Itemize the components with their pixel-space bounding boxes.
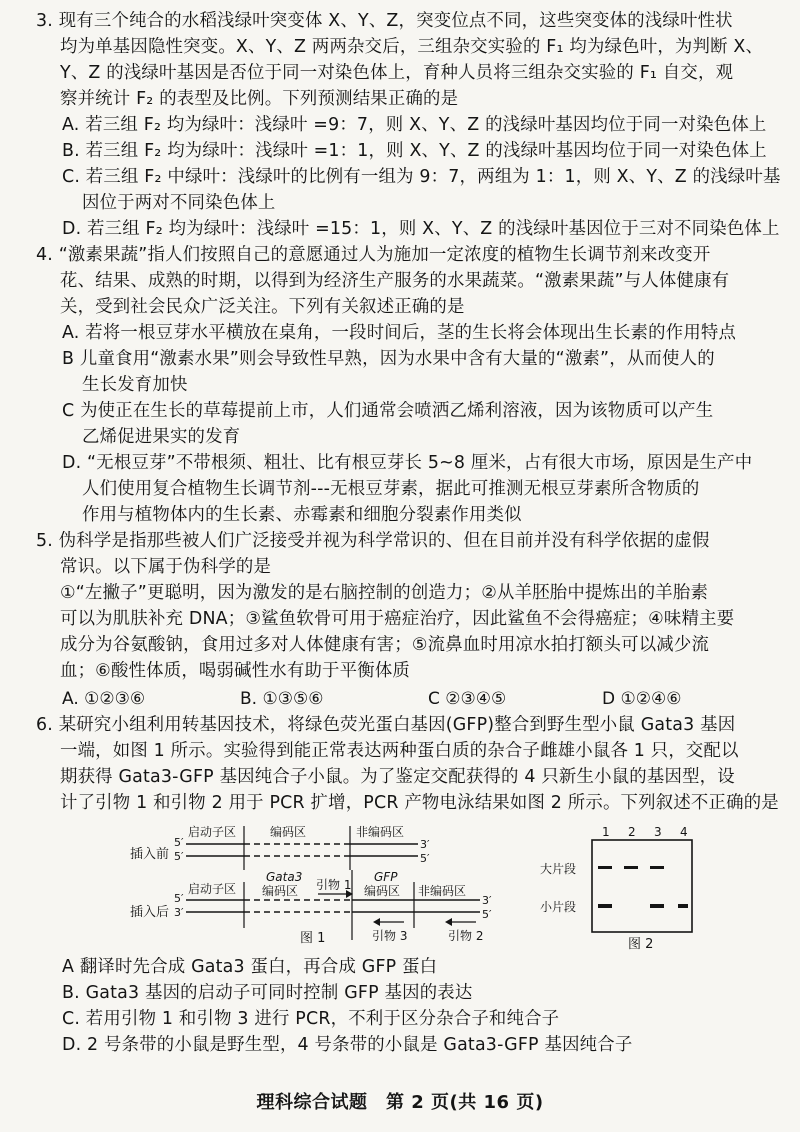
lane-label: 4 [680, 825, 688, 839]
promoter-label: 启动子区 [188, 882, 237, 896]
figure-2 [540, 825, 692, 952]
q4-option-c: C 为使正在生长的草莓提前上市，人们通常会喷洒乙烯利溶液，因为该物质可以产生 [62, 401, 714, 421]
noncoding-label: 非编码区 [418, 884, 467, 898]
figure-1-caption: 图 1 [300, 931, 326, 946]
q3-stem-line: Y、Z 的浅绿叶基因是否位于同一对染色体上，育种人员将三组杂交实验的 F₁ 自交，观 [60, 63, 734, 83]
page-footer: 理科综合试题 第 2 页(共 16 页) [256, 1092, 544, 1113]
prime5-label: 5′ [482, 908, 492, 921]
q5-stem-line: 5. 伪科学是指那些被人们广泛接受并视为科学常识的、但在目前并没有科学依据的虚假 [36, 531, 710, 551]
q4-stem-line: 关，受到社会民众广泛关注。下列有关叙述正确的是 [60, 297, 465, 317]
q5-choice-d: D ①②④⑥ [602, 689, 682, 709]
figure-1 [130, 824, 492, 946]
q4-option-b-cont: 生长发育加快 [82, 375, 188, 395]
small-fragment-label: 小片段 [540, 900, 577, 914]
q6-option-a: A 翻译时先合成 Gata3 蛋白，再合成 GFP 蛋白 [62, 957, 438, 977]
large-fragment-label: 大片段 [540, 862, 577, 876]
gfp-name-label: GFP [374, 870, 398, 884]
after-insert-label: 插入后 [130, 905, 170, 920]
q4-option-d-cont: 作用与植物体内的生长素、赤霉素和细胞分裂素作用类似 [82, 505, 522, 525]
q5-statement-line: 成分为谷氨酸钠，食用过多对人体健康有害；⑤流鼻血时用凉水拍打额头可以减少流 [60, 635, 710, 655]
q5-statement-line: ①“左撇子”更聪明，因为激发的是右脑控制的创造力；②从羊胚胎中提炼出的羊胎素 [60, 583, 709, 603]
prime3-label: 3′ [420, 838, 430, 851]
gata3-coding-label: 编码区 [262, 884, 299, 898]
q6-stem-line: 6. 某研究小组利用转基因技术，将绿色荧光蛋白基因(GFP)整合到野生型小鼠 Gata3 基因 [36, 715, 736, 735]
lane-label: 1 [602, 825, 610, 839]
primer-2-label: 引物 2 [448, 929, 484, 943]
noncoding-label: 非编码区 [356, 825, 405, 839]
primer-3-label: 引物 3 [372, 929, 408, 943]
q4-option-a: A. 若将一根豆芽水平横放在桌角，一段时间后，茎的生长将会体现出生长素的作用特点 [62, 323, 737, 343]
q5-stem-line: 常识。以下属于伪科学的是 [60, 557, 272, 577]
coding-label: 编码区 [270, 825, 307, 839]
q3-option-c: C. 若三组 F₂ 中绿叶：浅绿叶的比例有一组为 9：7，两组为 1：1，则 X、Y、Z 的浅绿叶基 [62, 167, 781, 187]
gel-band-large [598, 866, 612, 869]
q5-choice-b: B. ①③⑤⑥ [240, 689, 324, 709]
q6-option-b: B. Gata3 基因的启动子可同时控制 GFP 基因的表达 [62, 983, 473, 1003]
q3-option-a: A. 若三组 F₂ 均为绿叶：浅绿叶 =9：7，则 X、Y、Z 的浅绿叶基因均位于同一对染色体上 [62, 115, 767, 135]
q6-stem-line: 期获得 Gata3-GFP 基因纯合子小鼠。为了鉴定交配获得的 4 只新生小鼠的基因型，设 [60, 767, 735, 787]
gata3-name-label: Gata3 [266, 870, 303, 884]
q3-option-d: D. 若三组 F₂ 均为绿叶：浅绿叶 =15：1，则 X、Y、Z 的浅绿叶基因位于三对不同染色体上 [62, 219, 780, 239]
prime5-label: 5′ [174, 892, 184, 905]
q4-option-c-cont: 乙烯促进果实的发育 [82, 427, 241, 447]
figure-2-caption: 图 2 [628, 937, 654, 952]
q5-statement-line: 血；⑥酸性体质，喝弱碱性水有助于平衡体质 [60, 661, 411, 681]
prime5-label: 5′ [174, 850, 184, 863]
q3-stem-line: 察并统计 F₂ 的表型及比例。下列预测结果正确的是 [60, 89, 459, 109]
primer-1-label: 引物 1 [316, 878, 352, 892]
q3-stem-line: 均为单基因隐性突变。X、Y、Z 两两杂交后，三组杂交实验的 F₁ 均为绿色叶，为判断 X、 [60, 37, 764, 57]
q5-choice-a: A. ①②③⑥ [62, 689, 146, 709]
gel-frame [592, 840, 692, 932]
gel-band-small [678, 904, 688, 908]
lane-label: 2 [628, 825, 636, 839]
q4-option-d: D. “无根豆芽”不带根须、粗壮、比有根豆芽长 5~8 厘米，占有很大市场，原因是生产中 [62, 453, 753, 473]
q6-stem-line: 一端，如图 1 所示。实验得到能正常表达两种蛋白质的杂合子雌雄小鼠各 1 只，交配以 [60, 741, 739, 761]
q4-option-b: B 儿童食用“激素水果”则会导致性早熟，因为水果中含有大量的“激素”，从而使人的 [62, 349, 715, 369]
gel-band-small [598, 904, 612, 908]
prime3-label: 3′ [482, 894, 492, 907]
q3-option-c-cont: 因位于两对不同染色体上 [82, 193, 276, 213]
promoter-label: 启动子区 [188, 825, 237, 839]
primer-3-arrowhead [373, 918, 380, 926]
q3-option-b: B. 若三组 F₂ 均为绿叶：浅绿叶 =1：1，则 X、Y、Z 的浅绿叶基因均位于同一对染色体上 [62, 141, 767, 161]
q5-choice-c: C ②③④⑤ [428, 689, 507, 709]
prime3-label: 3′ [174, 906, 184, 919]
prime5-label: 5′ [174, 836, 184, 849]
primer-2-arrowhead [445, 918, 452, 926]
gel-band-large [624, 866, 638, 869]
q6-option-d: D. 2 号条带的小鼠是野生型，4 号条带的小鼠是 Gata3-GFP 基因纯合子 [62, 1035, 633, 1055]
lane-label: 3 [654, 825, 662, 839]
gfp-coding-label: 编码区 [364, 884, 401, 898]
q4-stem-line: 花、结果、成熟的时期，以得到为经济生产服务的水果蔬菜。“激素果蔬”与人体健康有 [60, 271, 730, 291]
q4-option-d-cont: 人们使用复合植物生长调节剂---无根豆芽素，据此可推测无根豆芽素所含物质的 [82, 479, 700, 499]
before-insert-label: 插入前 [130, 847, 170, 862]
q6-option-c: C. 若用引物 1 和引物 3 进行 PCR，不利于区分杂合子和纯合子 [62, 1009, 560, 1029]
q5-statement-line: 可以为肌肤补充 DNA；③鲨鱼软骨可用于癌症治疗，因此鲨鱼不会得癌症；④味精主要 [60, 609, 735, 629]
q4-stem-line: 4. “激素果蔬”指人们按照自己的意愿通过人为施加一定浓度的植物生长调节剂来改变开 [36, 245, 711, 265]
q6-stem-line: 计了引物 1 和引物 2 用于 PCR 扩增，PCR 产物电泳结果如图 2 所示。下列叙述不正确的是 [60, 793, 779, 813]
gel-band-large [650, 866, 664, 869]
gel-band-small [650, 904, 664, 908]
q3-stem-line: 3. 现有三个纯合的水稻浅绿叶突变体 X、Y、Z，突变位点不同，这些突变体的浅绿叶性状 [36, 11, 733, 31]
prime5-label: 5′ [420, 852, 430, 865]
